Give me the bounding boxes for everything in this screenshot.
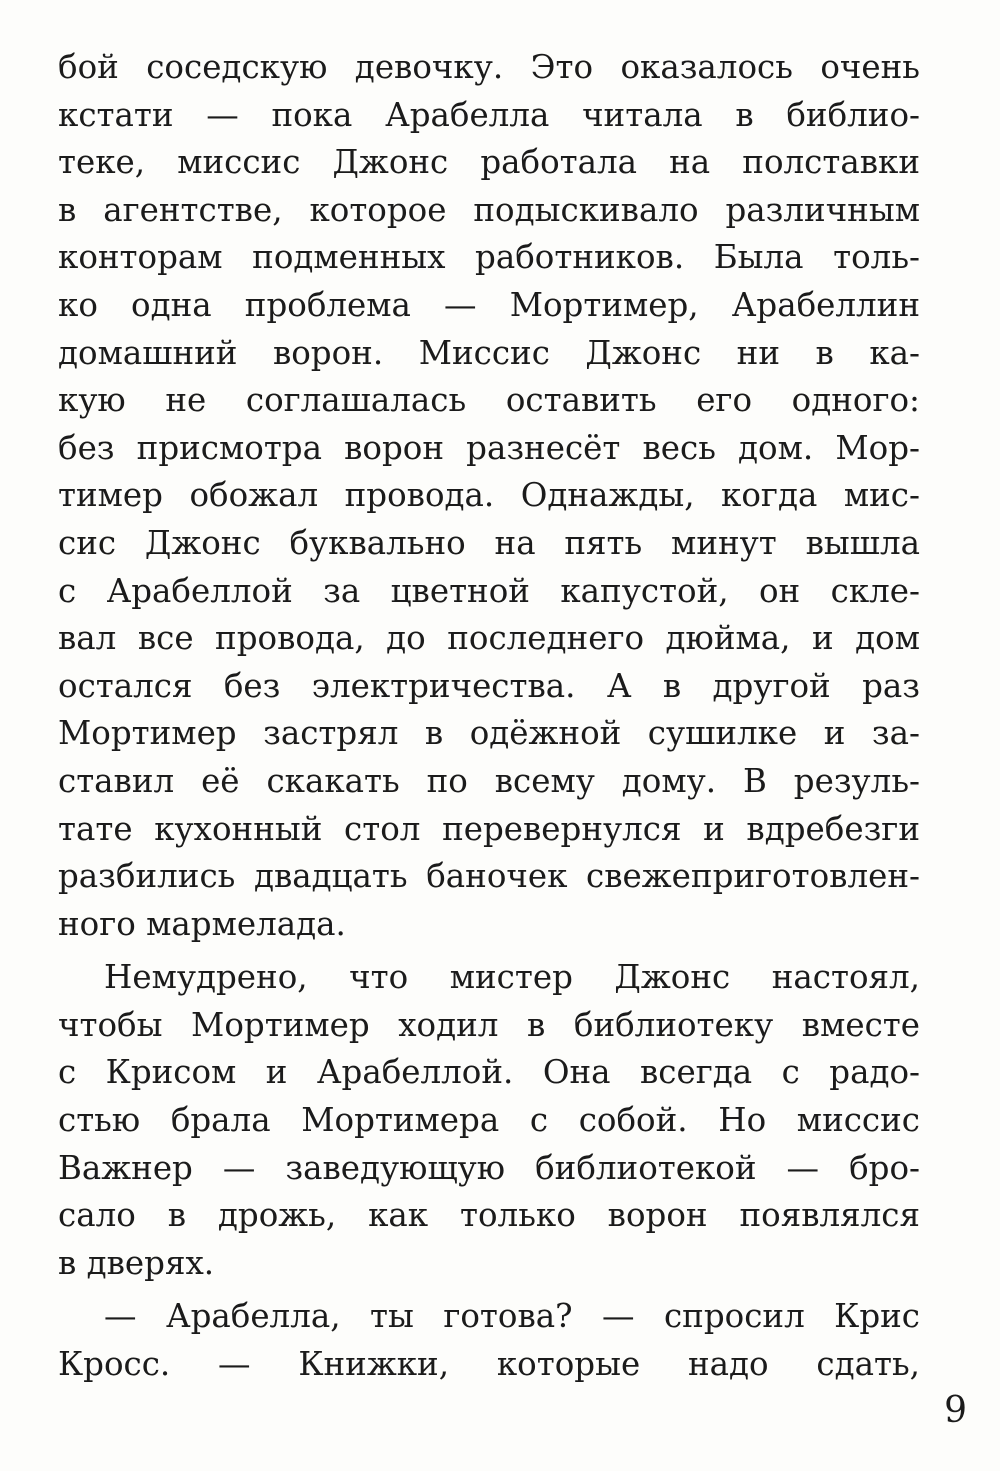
text-line: вал все провода, до последнего дюйма, и дом (58, 619, 920, 658)
text-line: — Арабелла, ты готова? — спросил Крис (104, 1297, 920, 1336)
text-line: теке, миссис Джонс работала на полставки (58, 143, 920, 182)
text-line: ставил её скакать по всему дому. В резуль- (58, 761, 920, 800)
text-line: с Крисом и Арабеллой. Она всегда с радо- (58, 1053, 920, 1092)
text-line: чтобы Мортимер ходил в библиотеку вместе (58, 1005, 920, 1044)
text-line: в агентстве, которое подыскивало различным (58, 190, 920, 229)
text-line: конторам подменных работников. Была толь- (58, 238, 920, 277)
text-line: сис Джонс буквально на пять минут вышла (58, 523, 920, 562)
paragraph (58, 1293, 920, 1388)
text-line: Немудрено, что мистер Джонс настоял, (104, 958, 920, 997)
page-number: 9 (944, 1390, 967, 1431)
paragraph (58, 954, 920, 1287)
text-line: стью брала Мортимера с собой. Но миссис (58, 1101, 920, 1140)
text-line: без присмотра ворон разнесёт весь дом. Мор- (58, 428, 920, 467)
text-line: в дверях. (58, 1243, 215, 1282)
text-line: ного мармелада. (58, 904, 346, 943)
paragraph (58, 44, 920, 948)
text-line: ко одна проблема — Мортимер, Арабеллин (58, 285, 920, 324)
body-text (58, 44, 920, 1389)
text-line: разбились двадцать баночек свежеприготовлен- (58, 857, 920, 896)
text-line: Мортимер застрял в одёжной сушилке и за- (58, 714, 920, 753)
text-line: сало в дрожь, как только ворон появлялся (58, 1196, 920, 1235)
text-line: кую не соглашалась оставить его одного: (58, 381, 920, 420)
text-line: домашний ворон. Миссис Джонс ни в ка- (58, 333, 920, 372)
text-line: Важнер — заведующую библиотекой — бро- (58, 1148, 920, 1187)
text-line: кстати — пока Арабелла читала в библио- (58, 95, 920, 134)
text-line: тимер обожал провода. Однажды, когда мис- (58, 476, 920, 515)
text-line: Кросс. — Книжки, которые надо сдать, (58, 1345, 920, 1384)
text-line: бой соседскую девочку. Это оказалось очень (58, 48, 920, 86)
text-line: остался без электричества. А в другой раз (58, 666, 920, 705)
text-line: с Арабеллой за цветной капустой, он скле- (58, 571, 920, 610)
text-line: тате кухонный стол перевернулся и вдребезги (58, 809, 920, 848)
